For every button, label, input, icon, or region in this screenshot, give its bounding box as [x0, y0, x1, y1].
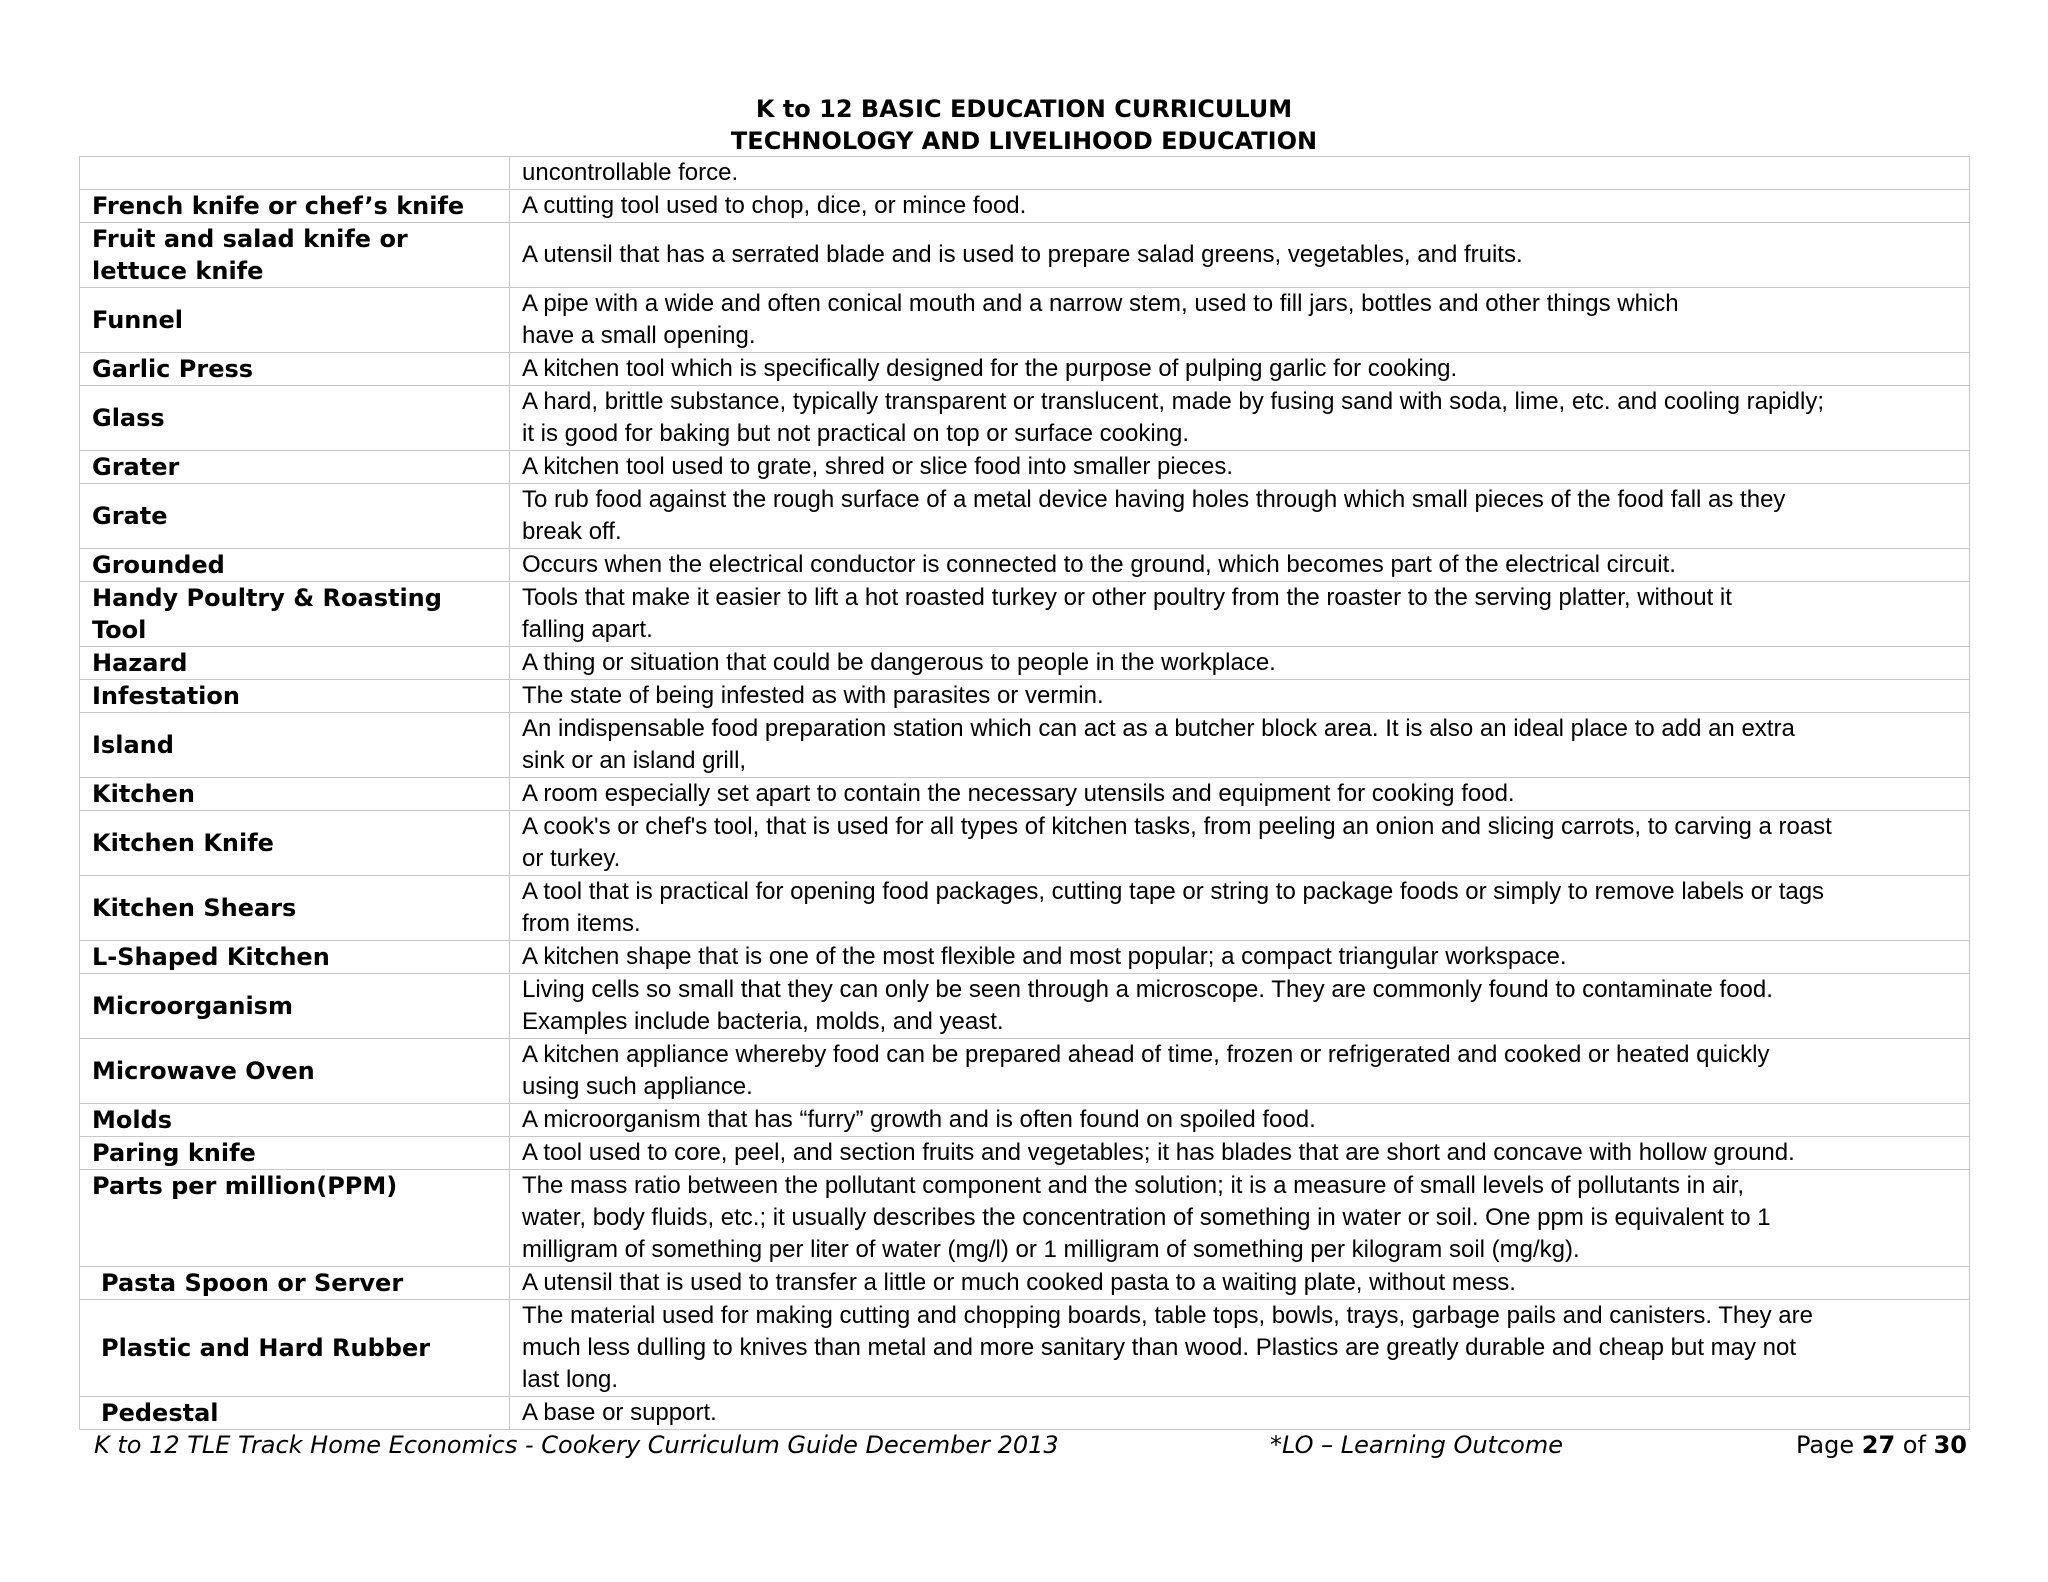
glossary-term: L-Shaped Kitchen	[80, 941, 510, 974]
definition-line: water, body fluids, etc.; it usually describes the concentration of something in water or soil. One ppm is equivalent to 1	[522, 1204, 1771, 1231]
glossary-definition	[510, 353, 1970, 386]
glossary-term: Grater	[80, 451, 510, 484]
page-number	[1796, 1431, 1967, 1459]
glossary-term: Glass	[80, 386, 510, 451]
page-label: Page	[1796, 1431, 1855, 1459]
glossary-definition	[510, 549, 1970, 582]
definition-line: Living cells so small that they can only be seen through a microscope. They are commonly found to contaminate food.	[522, 976, 1773, 1003]
glossary-definition	[510, 778, 1970, 811]
page-current: 27	[1861, 1431, 1896, 1459]
glossary-definition	[510, 647, 1970, 680]
definition-line: Occurs when the electrical conductor is connected to the ground, which becomes part of the electrical circuit.	[522, 551, 1676, 578]
glossary-term: Kitchen Knife	[80, 811, 510, 876]
table-row	[80, 484, 1970, 549]
definition-line: have a small opening.	[522, 322, 756, 349]
table-row	[80, 811, 1970, 876]
glossary-term: Island	[80, 713, 510, 778]
glossary-definition	[510, 1300, 1970, 1397]
glossary-definition	[510, 157, 1970, 190]
glossary-definition	[510, 1039, 1970, 1104]
glossary-definition	[510, 1397, 1970, 1430]
definition-line: last long.	[522, 1366, 619, 1393]
table-row	[80, 386, 1970, 451]
definition-line: A microorganism that has “furry” growth and is often found on spoiled food.	[522, 1106, 1316, 1133]
table-row	[80, 549, 1970, 582]
definition-line: sink or an island grill,	[522, 747, 747, 774]
definition-line: A hard, brittle substance, typically transparent or translucent, made by fusing sand with soda, lime, etc. and cooling rapidly;	[522, 388, 1825, 415]
definition-line: break off.	[522, 518, 622, 545]
glossary-definition	[510, 190, 1970, 223]
definition-line: A kitchen tool used to grate, shred or slice food into smaller pieces.	[522, 453, 1234, 480]
definition-line: uncontrollable force.	[522, 159, 739, 186]
glossary-term: Funnel	[80, 288, 510, 353]
table-row	[80, 1397, 1970, 1430]
table-row	[80, 353, 1970, 386]
glossary-term: Infestation	[80, 680, 510, 713]
glossary-term: Molds	[80, 1104, 510, 1137]
glossary-term: Parts per million(PPM)	[80, 1170, 510, 1267]
glossary-definition	[510, 713, 1970, 778]
definition-line: or turkey.	[522, 845, 621, 872]
table-row	[80, 451, 1970, 484]
table-row	[80, 1104, 1970, 1137]
glossary-definition	[510, 941, 1970, 974]
glossary-term: Grounded	[80, 549, 510, 582]
definition-line: falling apart.	[522, 616, 653, 643]
definition-line: The material used for making cutting and chopping boards, table tops, bowls, trays, garbage pails and canisters. They are	[522, 1302, 1813, 1329]
glossary-definition	[510, 1170, 1970, 1267]
definition-line: A kitchen tool which is specifically designed for the purpose of pulping garlic for cooking.	[522, 355, 1458, 382]
glossary-term: Pedestal	[80, 1397, 510, 1430]
table-row	[80, 223, 1970, 288]
curriculum-title: K to 12 BASIC EDUCATION CURRICULUM	[755, 95, 1293, 123]
table-row	[80, 1137, 1970, 1170]
glossary-term: Fruit and salad knife or lettuce knife	[80, 223, 510, 288]
page-total: 30	[1933, 1431, 1967, 1459]
definition-line: An indispensable food preparation station which can act as a butcher block area. It is also an ideal place to add an extra	[522, 715, 1795, 742]
page-of-label: of	[1902, 1431, 1926, 1459]
glossary-term: Garlic Press	[80, 353, 510, 386]
table-row	[80, 190, 1970, 223]
table-row	[80, 876, 1970, 941]
definition-line: A cutting tool used to chop, dice, or mince food.	[522, 192, 1027, 219]
definition-line: much less dulling to knives than metal and more sanitary than wood. Plastics are greatly durable and cheap but may not	[522, 1334, 1797, 1361]
footer-lo-note: *LO – Learning Outcome	[1270, 1431, 1563, 1459]
definition-line: it is good for baking but not practical on top or surface cooking.	[522, 420, 1190, 447]
definition-line: from items.	[522, 910, 641, 937]
definition-line: A tool that is practical for opening food packages, cutting tape or string to package foods or simply to remove labels or tags	[522, 878, 1825, 905]
definition-line: A utensil that is used to transfer a little or much cooked pasta to a waiting plate, without mess.	[522, 1269, 1516, 1296]
glossary-term: Kitchen Shears	[80, 876, 510, 941]
glossary-definition	[510, 582, 1970, 647]
definition-line: Examples include bacteria, molds, and yeast.	[522, 1008, 1004, 1035]
glossary-definition	[510, 680, 1970, 713]
glossary-term: Plastic and Hard Rubber	[80, 1300, 510, 1397]
table-row	[80, 1300, 1970, 1397]
table-row	[80, 1170, 1970, 1267]
glossary-term	[80, 157, 510, 190]
footer-guide-title: K to 12 TLE Track Home Economics - Cookery Curriculum Guide December 2013	[94, 1431, 1059, 1459]
glossary-term: Microwave Oven	[80, 1039, 510, 1104]
definition-line: milligram of something per liter of water (mg/l) or 1 milligram of something per kilogram soil (mg/kg).	[522, 1236, 1580, 1263]
definition-line: The state of being infested as with parasites or vermin.	[522, 682, 1104, 709]
glossary-table	[79, 156, 1970, 1430]
definition-line: To rub food against the rough surface of a metal device having holes through which small pieces of the food fall as they	[522, 486, 1786, 513]
table-row	[80, 288, 1970, 353]
table-row	[80, 647, 1970, 680]
glossary-definition	[510, 811, 1970, 876]
glossary-definition	[510, 484, 1970, 549]
glossary-definition	[510, 223, 1970, 288]
glossary-term: Kitchen	[80, 778, 510, 811]
table-row	[80, 680, 1970, 713]
glossary-term: Hazard	[80, 647, 510, 680]
definition-line: A tool used to core, peel, and section fruits and vegetables; it has blades that are short and concave with hollow ground.	[522, 1139, 1795, 1166]
glossary-definition	[510, 1137, 1970, 1170]
table-row	[80, 157, 1970, 190]
definition-line: A base or support.	[522, 1399, 717, 1426]
table-row	[80, 713, 1970, 778]
definition-line: A kitchen appliance whereby food can be prepared ahead of time, frozen or refrigerated and cooked or heated quickly	[522, 1041, 1770, 1068]
subject-title: TECHNOLOGY AND LIVELIHOOD EDUCATION	[730, 127, 1318, 155]
glossary-definition	[510, 876, 1970, 941]
glossary-definition	[510, 288, 1970, 353]
definition-line: A cook's or chef's tool, that is used for all types of kitchen tasks, from peeling an onion and slicing carrots, to carving a roast	[522, 813, 1832, 840]
table-row	[80, 974, 1970, 1039]
definition-line: The mass ratio between the pollutant component and the solution; it is a measure of small levels of pollutants in air,	[522, 1172, 1745, 1199]
glossary-term: Grate	[80, 484, 510, 549]
table-row	[80, 778, 1970, 811]
table-row	[80, 941, 1970, 974]
glossary-term: Microorganism	[80, 974, 510, 1039]
definition-line: A pipe with a wide and often conical mouth and a narrow stem, used to fill jars, bottles and other things which	[522, 290, 1679, 317]
glossary-term: Handy Poultry & Roasting Tool	[80, 582, 510, 647]
glossary-term: Pasta Spoon or Server	[80, 1267, 510, 1300]
glossary-definition	[510, 974, 1970, 1039]
definition-line: A utensil that has a serrated blade and is used to prepare salad greens, vegetables, and fruits.	[522, 241, 1523, 268]
definition-line: A kitchen shape that is one of the most flexible and most popular; a compact triangular workspace.	[522, 943, 1567, 970]
definition-line: A thing or situation that could be dangerous to people in the workplace.	[522, 649, 1276, 676]
glossary-definition	[510, 1267, 1970, 1300]
glossary-definition	[510, 1104, 1970, 1137]
table-row	[80, 1039, 1970, 1104]
definition-line: Tools that make it easier to lift a hot roasted turkey or other poultry from the roaster to the serving platter, without it	[522, 584, 1732, 611]
table-row	[80, 582, 1970, 647]
glossary-definition	[510, 386, 1970, 451]
glossary-term: Paring knife	[80, 1137, 510, 1170]
table-row	[80, 1267, 1970, 1300]
glossary-definition	[510, 451, 1970, 484]
definition-line: A room especially set apart to contain the necessary utensils and equipment for cooking food.	[522, 780, 1515, 807]
document-header	[0, 93, 2048, 157]
glossary-term: French knife or chef’s knife	[80, 190, 510, 223]
definition-line: using such appliance.	[522, 1073, 753, 1100]
